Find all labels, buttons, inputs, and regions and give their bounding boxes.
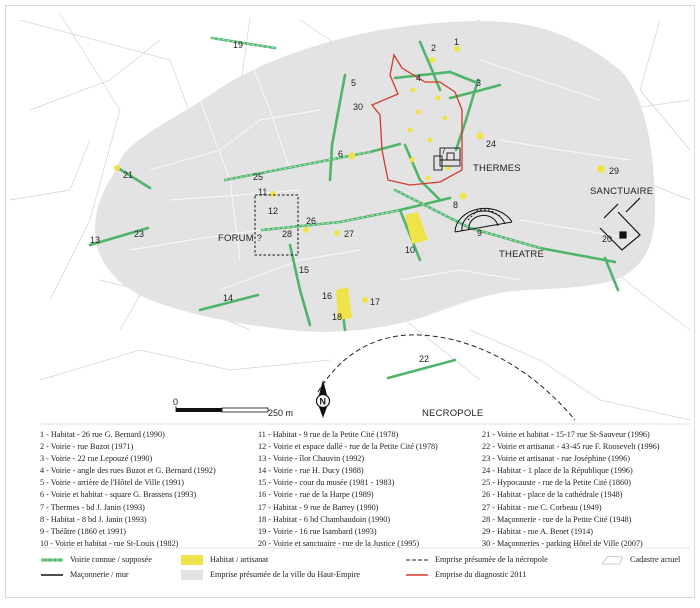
site-list-col-3 (482, 429, 660, 550)
site-number-25: 25 (253, 172, 264, 182)
site-number-13: 13 (90, 235, 101, 245)
site-number-3: 3 (476, 78, 482, 88)
site-entry: 17 - Habitat - 9 rue de Barrey (1990) (258, 502, 379, 512)
site-number-17: 17 (370, 297, 381, 307)
site-entry: 11 - Habitat - 9 rue de la Petite Cité (1978) (258, 430, 399, 439)
key-masonry-label: Maçonnerie / mur (70, 570, 129, 579)
masonry-swatch-icon (40, 569, 64, 581)
key-road-label: Voirie connue / supposée (70, 555, 152, 564)
city-extent-area (95, 21, 655, 332)
site-number-11: 11 (258, 187, 268, 197)
site-number-2: 2 (431, 43, 437, 53)
label-forum: FORUM ? (218, 233, 263, 244)
key-habitat (180, 554, 330, 566)
site-entry: 16 - Voirie - rue de la Harpe (1989) (258, 490, 374, 500)
site-number-12: 12 (268, 206, 279, 216)
key-diagnostic (405, 569, 605, 581)
site-entry: 6 - Voirie et habitat - square G. Brassens (1993) (40, 490, 197, 500)
site-entry: 25 - Hypocauste - rue de la Petite Cité (1860) (482, 478, 631, 488)
site-number-27: 27 (344, 229, 355, 239)
label-thermes: THERMES (473, 163, 521, 174)
site-entry: 18 - Habitat - 6 bd Chambaudoin (1990) (258, 514, 391, 524)
site-entry: 19 - Voirie - 16 rue Isambard (1993) (258, 526, 377, 536)
label-theatre: THEATRE (499, 249, 545, 260)
habitat-swatch-icon (180, 554, 204, 566)
site-entry: 7 - Thermes - bd J. Janin (1993) (40, 502, 145, 512)
site-entry: 13 - Voirie - îlot Chauvin (1992) (258, 454, 365, 464)
site-number-18: 18 (332, 312, 343, 322)
site-entry: 30 - Maçonneries - parking Hôtel de Ville (2007) (482, 538, 643, 548)
site-entry: 9 - Théâtre (1860 et 1991) (40, 526, 127, 536)
site-number-14: 14 (223, 293, 234, 303)
north-arrow-icon (317, 380, 330, 418)
site-number-21: 21 (123, 170, 134, 180)
site-entry: 14 - Voirie - rue H. Ducy (1988) (258, 466, 364, 476)
site-list (40, 429, 690, 548)
site-number-23: 23 (134, 229, 145, 239)
site-number-30: 30 (353, 102, 364, 112)
label-sanctuaire: SANCTUAIRE (590, 186, 654, 197)
scale-bar (173, 397, 293, 418)
site-entry: 28 - Maçonnerie - rue de la Petite Cité (1948) (482, 514, 632, 524)
site-list-col-1 (40, 429, 216, 550)
site-number-16: 16 (322, 291, 333, 301)
symbol-key (40, 552, 690, 592)
label-necropole: NECROPOLE (422, 408, 484, 419)
key-necropolis-label: Emprise présumée de la nécropole (435, 555, 548, 564)
site-number-22: 22 (419, 354, 430, 364)
site-entry: 27 - Habitat - rue C. Corbeau (1949) (482, 502, 602, 512)
site-number-6: 6 (338, 149, 344, 159)
site-entry: 20 - Voirie et sanctuaire - rue de la Justice (1995) (258, 538, 420, 548)
scale-end-label: 250 m (268, 408, 294, 418)
diagnostic-swatch-icon (405, 569, 429, 581)
site-number-28: 28 (282, 229, 293, 239)
necropolis-swatch-icon (405, 554, 429, 566)
site-number-9: 9 (477, 228, 483, 238)
key-cadastre-label: Cadastre actuel (630, 555, 681, 564)
site-entry: 3 - Voirie - 22 rue Lepouzé (1990) (40, 454, 153, 464)
site-entry: 26 - Habitat - place de la cathédrale (1948) (482, 490, 623, 500)
site-entry: 29 - Habitat - rue A. Benet (1914) (482, 526, 593, 536)
key-cadastre (600, 554, 695, 566)
site-number-10: 10 (405, 245, 416, 255)
site-number-7: 7 (441, 146, 447, 156)
site-entry: 8 - Habitat - 8 bd J. Janin (1993) (40, 514, 147, 524)
site-number-19: 19 (233, 40, 244, 50)
site-number-8: 8 (453, 200, 459, 210)
site-entry: 24 - Habitat - 1 place de la République (1996) (482, 466, 633, 476)
site-entry: 5 - Voirie - arrière de l'Hôtel de Ville (1991) (40, 478, 184, 488)
site-entry: 12 - Voirie et espace dallé - rue de la Petite Cité (1978) (258, 442, 438, 452)
key-city-extent-label: Emprise présumée de la ville du Haut-Empire (210, 570, 361, 579)
site-number-4: 4 (416, 73, 422, 83)
site-number-20: 20 (602, 234, 613, 244)
scale-start-label: 0 (173, 397, 179, 407)
site-entry: 23 - Voirie et artisanat - rue Joséphine (1996) (482, 454, 630, 464)
site-entry: 1 - Habitat - 26 rue G. Bernard (1990) (40, 430, 165, 439)
key-diagnostic-label: Emprise du diagnostic 2011 (435, 570, 527, 579)
site-number-24: 24 (486, 139, 497, 149)
key-city-extent (180, 569, 430, 581)
key-necropolis (405, 554, 605, 566)
site-entry: 4 - Voirie - angle des rues Buzot et G. Bernard (1992) (40, 466, 216, 476)
north-arrow-label: N (319, 396, 326, 407)
site-entry: 2 - Voirie - rue Buzot (1971) (40, 442, 134, 452)
site-list-col-2 (258, 429, 438, 550)
key-habitat-label: Habitat / artisanat (210, 555, 269, 564)
site-entry: 21 - Voirie et habitat - 15-17 rue St-Sauveur (1996) (482, 430, 650, 439)
site-number-15: 15 (299, 265, 310, 275)
site-number-29: 29 (609, 166, 620, 176)
site-number-26: 26 (306, 216, 317, 226)
site-entry: 22 - Voirie et artisanat - 43-45 rue F. Roosevelt (1996) (482, 442, 660, 452)
site-number-5: 5 (351, 78, 357, 88)
city-extent-swatch-icon (180, 569, 204, 581)
site-entry: 10 - Voirie et habitat - rue St-Louis (1982) (40, 538, 179, 548)
cadastre-swatch-icon (600, 554, 624, 566)
site-entry: 15 - Voirie - cour du musée (1981 - 1983) (258, 478, 395, 488)
site-number-1: 1 (454, 37, 460, 47)
road-swatch-icon (40, 554, 64, 566)
